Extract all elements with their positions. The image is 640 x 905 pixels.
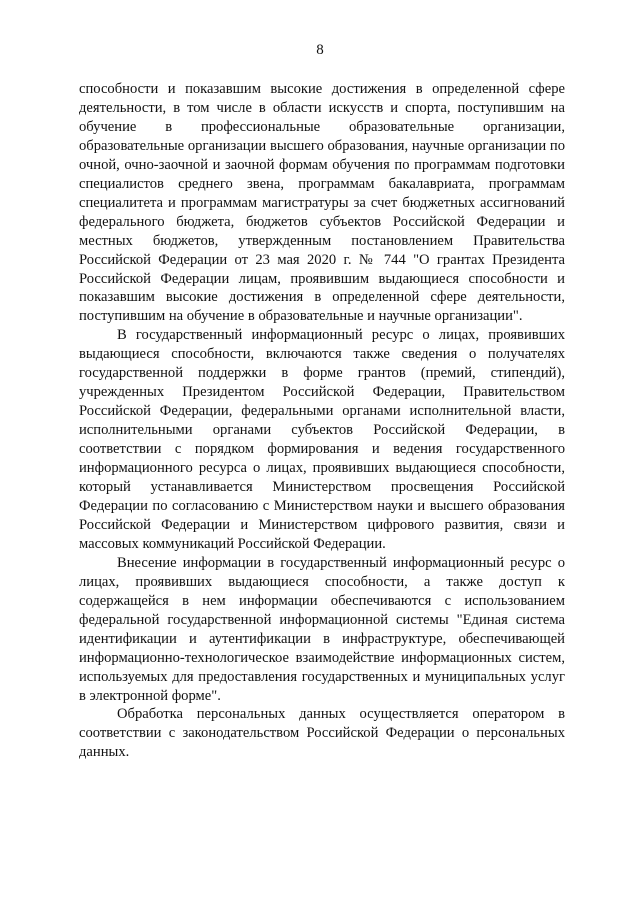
document-body	[79, 80, 565, 762]
page-number: 8	[316, 42, 324, 58]
paragraph-information-access: Внесение информации в государственный информационный ресурс о лицах, проявивших выдающиеся способности, а также доступ к содержащейся в нем информации обеспечиваются с использованием федеральной государственной информационной системы "Единая система идентификации и аутентификации в инфраструктуре, обеспечивающей информационно-технологическое взаимодействие информационных систем, используемых для предоставления государственных и муниципальных услуг в электронной форме".	[79, 554, 565, 704]
paragraph-personal-data: Обработка персональных данных осуществляется оператором в соответствии с законодательством Российской Федерации о персональных данных.	[79, 706, 565, 761]
paragraph-information-resource-contents: В государственный информационный ресурс о лицах, проявивших выдающиеся способности, включаются также сведения о получателях государственной поддержки в форме грантов (премий, стипендий), учрежденных Президентом Российской Федерации, Правительством Российской Федерации, федеральными органами исполнительной власти, исполнительными органами субъектов Российской Федерации, в соответствии с порядком формирования и ведения государственного информационного ресурса о лицах, проявивших выдающиеся способности, который устанавливается Министерством просвещения Российской Федерации по согласованию с Министерством науки и высшего образования Российской Федерации и Министерством цифрового развития, связи и массовых коммуникаций Российской Федерации.	[79, 327, 565, 552]
paragraph-continuation: способности и показавшим высокие достижения в определенной сфере деятельности, в том числе в области искусств и спорта, поступившим на обучение в профессиональные образовательные организации, образовательные организации высшего образования, научные организации по очной, очно-заочной и заочной формам обучения по программам подготовки специалистов среднего звена, программам бакалавриата, программам специалитета и программам магистратуры за счет бюджетных ассигнований федерального бюджета, бюджетов субъектов Российской Федерации и местных бюджетов, утвержденным постановлением Правительства Российской Федерации от 23 мая 2020 г. № 744 "О грантах Президента Российской Федерации лицам, проявившим выдающиеся способности и показавшим высокие достижения в определенной сфере деятельности, поступившим на обучение в образовательные и научные организации".	[79, 81, 565, 325]
